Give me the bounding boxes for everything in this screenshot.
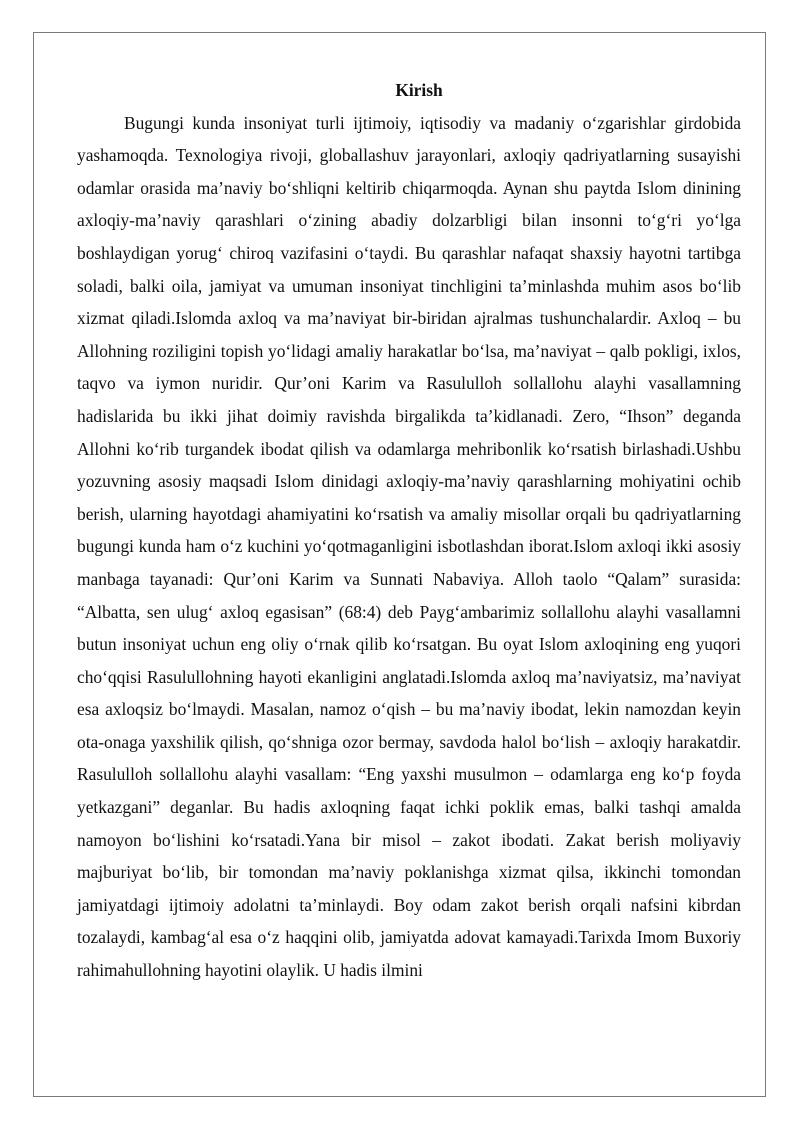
- section-title: Kirish: [395, 80, 443, 100]
- document-content: [77, 74, 741, 987]
- body-paragraph: Bugungi kunda insoniyat turli ijtimoiy, iqtisodiy va madaniy o‘zgarishlar girdobida yashamoqda. Texnologiya rivoji, globallashuv jarayonlari, axloqiy qadriyatlarning susayishi odamlar orasida ma’naviy bo‘shliqni keltirib chiqarmoqda. Aynan shu paytda Islom dinining axloqiy-ma’naviy qarashlari o‘zining abadiy dolzarbligi bilan insonni to‘g‘ri yo‘lga boshlaydigan yorug‘ chiroq vazifasini o‘taydi. Bu qarashlar nafaqat shaxsiy hayotni tartibga soladi, balki oila, jamiyat va umuman insoniyat tinchligini ta’minlashda muhim asos bo‘lib xizmat qiladi.Islomda axloq va ma’naviyat bir-biridan ajralmas tushunchalardir. Axloq – bu Allohning roziligini topish yo‘lidagi amaliy harakatlar bo‘lsa, ma’naviyat – qalb pokligi, ixlos, taqvo va iymon nuridir. Qur’oni Karim va Rasululloh sollallohu alayhi vasallamning hadislarida bu ikki jihat doimiy ravishda birgalikda ta’kidlanadi. Zero, “Ihson” deganda Allohni ko‘rib turgandek ibodat qilish va odamlarga mehribonlik ko‘rsatish birlashadi.Ushbu yozuvning asosiy maqsadi Islom dinidagi axloqiy-ma’naviy qarashlarning mohiyatini ochib berish, ularning hayotdagi ahamiyatini ko‘rsatish va amaliy misollar orqali bu qadriyatlarning bugungi kunda ham o‘z kuchini yo‘qotmaganligini isbotlashdan iborat.Islom axloqi ikki asosiy manbaga tayanadi: Qur’oni Karim va Sunnati Nabaviya. Alloh taolo “Qalam” surasida: “Albatta, sen ulug‘ axloq egasisan” (68:4) deb Payg‘ambarimiz sollallohu alayhi vasallamni butun insoniyat uchun eng oliy o‘rnak qilib ko‘rsatgan. Bu oyat Islom axloqining eng yuqori cho‘qqisi Rasulullohning hayoti ekanligini anglatadi.Islomda axloq ma’naviyatsiz, ma’naviyat esa axloqsiz bo‘lmaydi. Masalan, namoz o‘qish – bu ma’naviy ibodat, lekin namozdan keyin ota-onaga yaxshilik qilish, qo‘shniga ozor bermay, savdoda halol bo‘lish – axloqiy harakatdir. Rasululloh sollallohu alayhi vasallam: “Eng yaxshi musulmon – odamlarga eng ko‘p foyda yetkazgani” deganlar. Bu hadis axloqning faqat ichki poklik emas, balki tashqi amalda namoyon bo‘lishini ko‘rsatadi.Yana bir misol – zakot ibodati. Zakat berish moliyaviy majburiyat bo‘lib, bir tomondan ma’naviy poklanishga xizmat qilsa, ikkinchi tomondan jamiyatdagi ijtimoiy adolatni ta’minlaydi. Boy odam zakot berish orqali nafsini kibrdan tozalaydi, kambag‘al esa o‘z haqqini olib, jamiyatda adovat kamayadi.Tarixda Imom Buxoriy rahimahullohning hayotini olaylik. U hadis ilmini: [77, 112, 741, 981]
